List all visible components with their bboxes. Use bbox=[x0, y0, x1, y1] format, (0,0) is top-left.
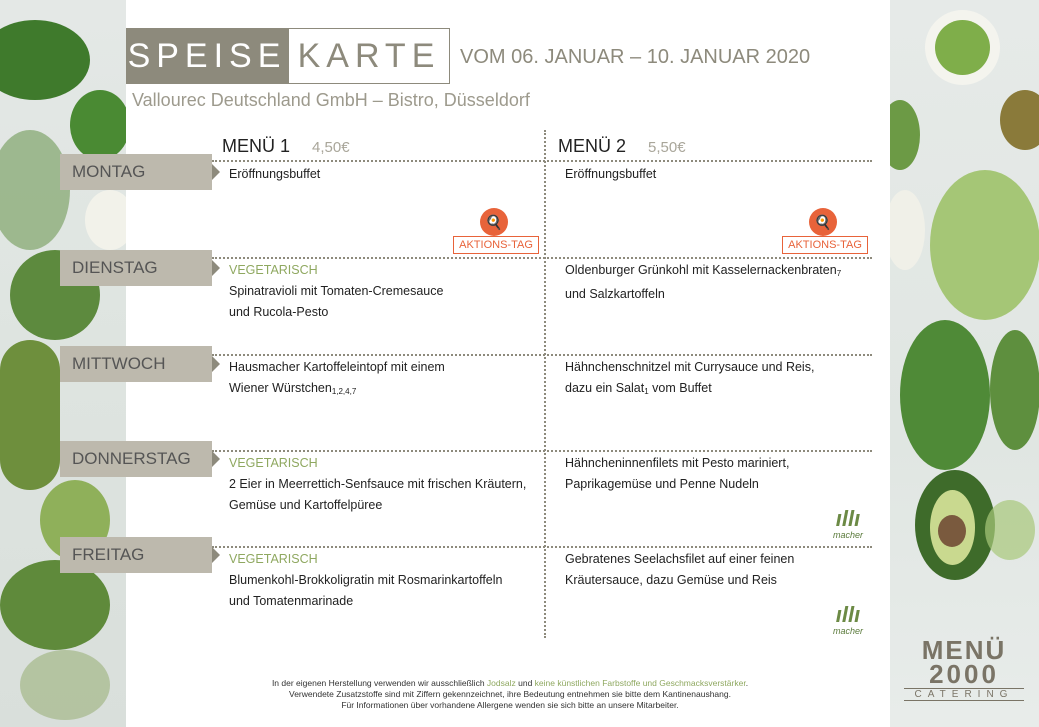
row-divider bbox=[212, 546, 872, 548]
title-karte: KARTE bbox=[288, 28, 450, 84]
company-name: Vallourec Deutschland GmbH – Bistro, Düsseldorf bbox=[132, 90, 530, 110]
menu-2-label: MENÜ 2 bbox=[558, 136, 627, 156]
dish-tuesday-menu2: Oldenburger Grünkohl mit Kasselernackenbraten$_7$ und Salzkartoffeln bbox=[565, 263, 842, 301]
dish-wednesday-menu1: Hausmacher Kartoffeleintopf mit einem Wiener Würstchen$_{1,2,4,7}$ bbox=[229, 360, 445, 396]
day-label-montag: MONTAG bbox=[60, 154, 212, 190]
dish-friday-menu2: Gebratenes Seelachsfilet auf einer feinen Kräutersauce, dazu Gemüse und Reis bbox=[565, 552, 795, 587]
title-speise: SPEISE bbox=[126, 28, 288, 84]
vegetarian-tag: VEGETARISCH bbox=[229, 552, 318, 566]
vegetable-image-right bbox=[890, 0, 1039, 727]
menu-1-label: MENÜ 1 bbox=[222, 136, 291, 156]
aktionstag-badge: 🍳 AKTIONS-TAG bbox=[782, 208, 868, 254]
footer-notice: In der eigenen Herstellung verwenden wir ausschließlich Jodsalz und keine künstlichen Farbstoffe und Geschmacksverstärker. Verwendete Zusatzstoffe sind mit Ziffern gekennzeichnet, ihre Bedeutung entnehmen sie bitte dem Kantinenaushang. Für Informationen über vorhandene Allergene wenden sie sich bitte an unsere Mitarbeiter. bbox=[271, 678, 749, 710]
vegetarian-tag: VEGETARISCH bbox=[229, 456, 318, 470]
macher-seal-icon: ıllı macher bbox=[832, 602, 863, 636]
dish-tuesday-menu1: VEGETARISCH Spinatravioli mit Tomaten-Cremesauce und Rucola-Pesto bbox=[229, 260, 443, 323]
dish-friday-menu1: VEGETARISCH Blumenkohl-Brokkoligratin mit Rosmarinkartoffeln und Tomatenmarinade bbox=[229, 549, 503, 612]
day-label-dienstag: DIENSTAG bbox=[60, 250, 212, 286]
menu2000-logo: MENÜ 2000 CATERING bbox=[894, 638, 1034, 701]
day-label-donnerstag: DONNERSTAG bbox=[60, 441, 212, 477]
row-divider bbox=[212, 450, 872, 452]
macher-seal-icon: ıllı macher bbox=[832, 506, 863, 540]
day-label-freitag: FREITAG bbox=[60, 537, 212, 573]
title-banner bbox=[126, 28, 450, 84]
menu-2-price: 5,50€ bbox=[648, 139, 686, 156]
vegetarian-tag: VEGETARISCH bbox=[229, 263, 318, 277]
row-divider bbox=[212, 257, 872, 259]
menu-1-header bbox=[222, 136, 350, 157]
row-divider bbox=[212, 354, 872, 356]
dish-monday-menu2: Eröffnungsbuffet bbox=[565, 167, 657, 181]
row-divider bbox=[212, 160, 872, 162]
aktionstag-badge: 🍳 AKTIONS-TAG bbox=[453, 208, 539, 254]
dish-wednesday-menu2: Hähnchenschnitzel mit Currysauce und Reis, dazu ein Salat$_1$ vom Buffet bbox=[565, 360, 815, 396]
menu-2-header bbox=[558, 136, 686, 157]
dish-monday-menu1: Eröffnungsbuffet bbox=[229, 167, 321, 181]
pan-icon: 🍳 bbox=[809, 208, 837, 236]
column-divider bbox=[544, 130, 546, 638]
dish-thursday-menu1: VEGETARISCH 2 Eier in Meerrettich-Senfsauce mit frischen Kräutern, Gemüse und Kartoffelpüree bbox=[229, 453, 526, 516]
day-label-mittwoch: MITTWOCH bbox=[60, 346, 212, 382]
menu-1-price: 4,50€ bbox=[312, 139, 350, 156]
pan-icon: 🍳 bbox=[480, 208, 508, 236]
date-range: VOM 06. JANUAR – 10. JANUAR 2020 bbox=[460, 46, 811, 68]
dish-thursday-menu2: Hähncheninnenfilets mit Pesto mariniert, Paprikagemüse und Penne Nudeln bbox=[565, 456, 790, 491]
